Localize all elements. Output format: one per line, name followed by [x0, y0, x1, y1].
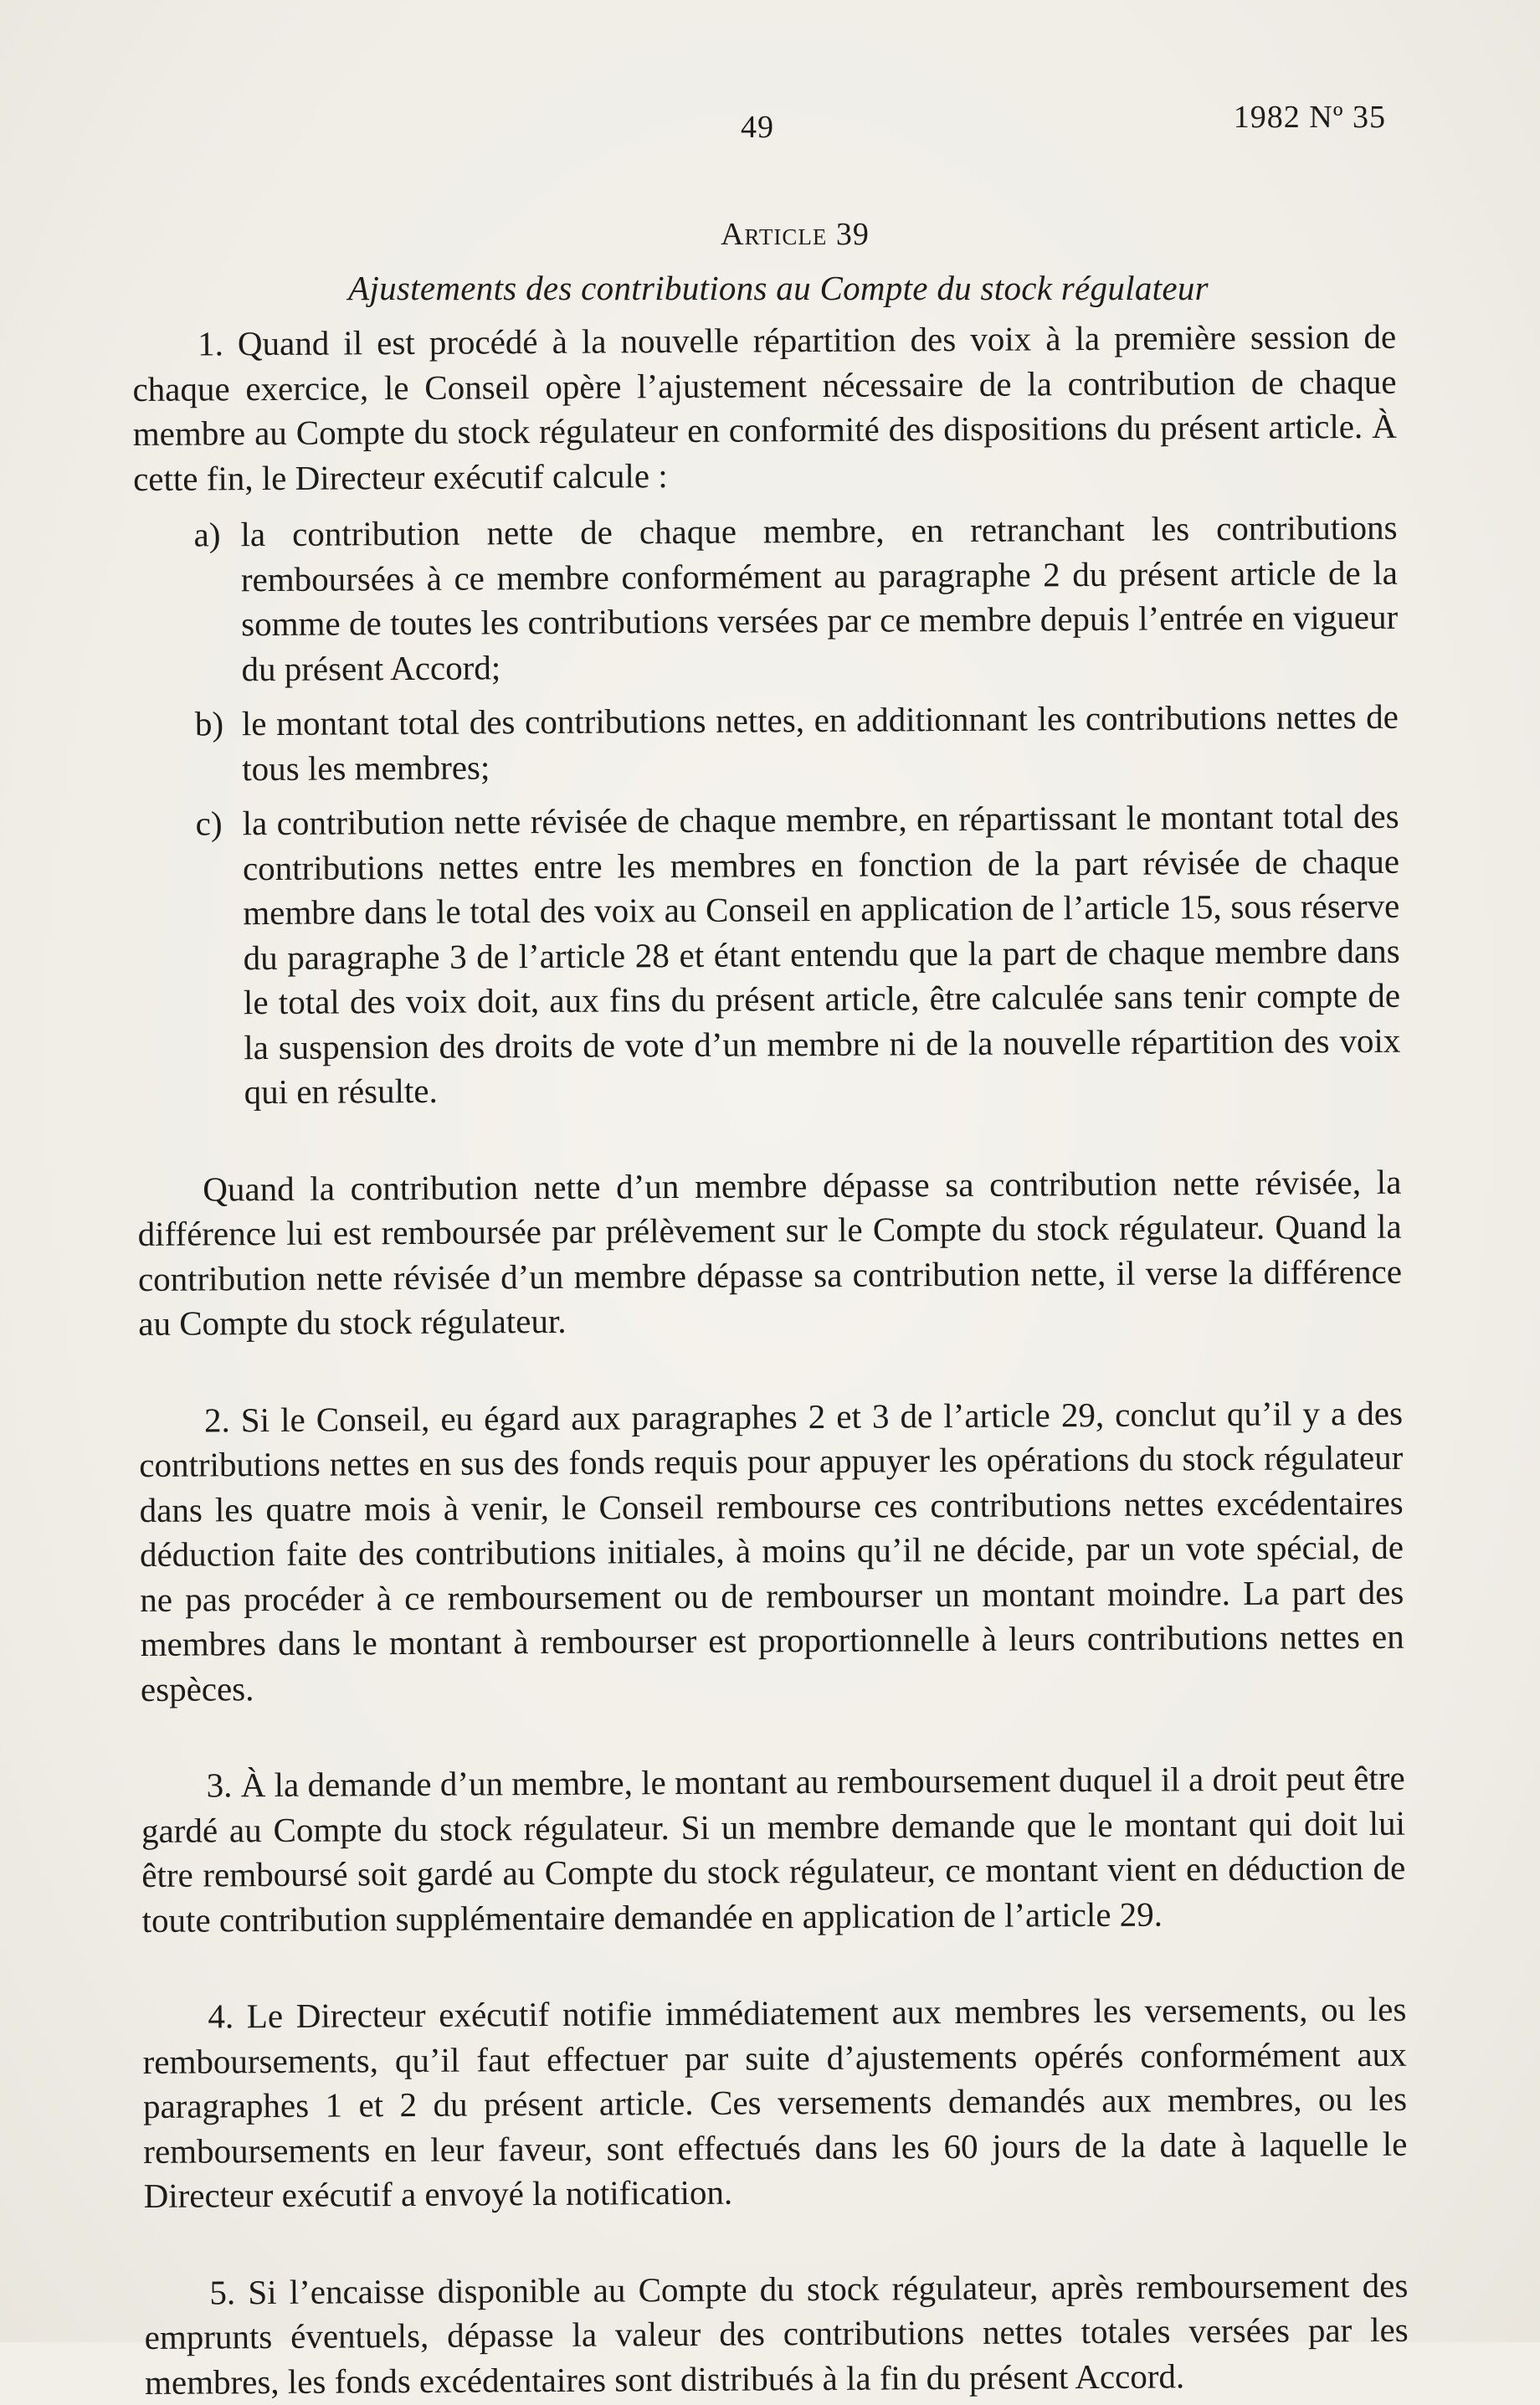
paragraph-4: 4. Le Directeur exécutif notifie immédiatement aux membres les versements, ou les remboursements, qu’il faut effectuer par suite d’ajustements opérés conformément aux paragraphes 1 et 2 du présent article. Ces versements demandés aux membres, ou les remboursements en leur faveur, sont effectués dans les 60 jours de la date à laquelle le Directeur exécutif a envoyé la notification. — [142, 1989, 1408, 2215]
article-subtitle: Ajustements des contributions au Compte du stock régulateur — [348, 269, 1209, 307]
article-body — [132, 315, 1409, 2405]
paragraph-1-intro: 1. Quand il est procédé à la nouvelle répartition des voix à la première session de chaque exercice, le Conseil opère l’ajustement nécessaire de la contribution de chaque membre au Compte du stock régulateur en conformité des dispositions du présent article. À cette fin, le Directeur exécutif calcule : — [132, 316, 1397, 498]
paragraph-5: 5. Si l’encaisse disponible au Compte du stock régulateur, après remboursement des emprunts éventuels, dépasse la valeur des contributions nettes totales versées par les membres, les fonds excédentaires sont distribués à la fin du présent Accord. — [144, 2265, 1409, 2402]
page-number: 49 — [741, 110, 774, 145]
list-marker: a) — [193, 515, 221, 554]
list-item-text: le montant total des contributions nettes, en additionnant les contributions nettes de tous les membres; — [241, 696, 1399, 788]
list-item-text: la contribution nette de chaque membre, en retranchant les contributions remboursées à ce membre conformément au paragraphe 2 du présent article de la somme de toutes les contributions versées par ce membre depuis l’entrée en vigueur du présent Accord; — [240, 507, 1399, 688]
document-reference: 1982 Nº 35 — [1233, 100, 1386, 135]
list-item-b — [135, 695, 1399, 792]
paragraph-1-conclusion: Quand la contribution nette d’un membre dépasse sa contribution nette révisée, la différence lui est remboursée par prélèvement sur le Compte du stock régulateur. Quand la contribution nette révisée d’un membre dépasse sa contribution nette, il verse la différence au Compte du stock régulateur. — [137, 1162, 1403, 1343]
list-marker: c) — [195, 804, 223, 843]
article-title: Article 39 — [721, 217, 870, 252]
paragraph-3: 3. À la demande d’un membre, le montant au remboursement duquel il a droit peut être gardé au Compte du stock régulateur. Si un membre demande que le montant qui doit lui être remboursé soit gardé au Compte du stock régulateur, ce montant vient en déduction de toute contribution supplémentaire demandée en application de l’article 29. — [141, 1758, 1406, 1940]
list-item-c — [136, 794, 1401, 1116]
list-item-a — [133, 506, 1398, 692]
paragraph-2: 2. Si le Conseil, eu égard aux paragraphes 2 et 3 de l’article 29, conclut qu’il y a des contributions nettes en sus des fonds requis pour appuyer les opérations du stock régulateur dans les quatre mois à venir, le Conseil rembourse ces contributions nettes excédentaires déduction faite des contributions initiales, à moins qu’il ne décide, par un vote spécial, de ne pas procéder à ce remboursement ou de rembourser un montant moindre. La part des membres dans le montant à rembourser est proportionnelle à leurs contributions nettes en espèces. — [139, 1393, 1404, 1709]
list-item-text: la contribution nette révisée de chaque membre, en répartissant le montant total des contributions nettes entre les membres en fonction de la part révisée de chaque membre dans le total des voix au Conseil en application de l’article 15, sous réserve du paragraphe 3 de l’article 28 et étant entendu que la part de chaque membre dans le total des voix doit, aux fins du présent article, être calculée sans tenir compte de la suspension des droits de vote d’un membre ni de la nouvelle répartition des voix qui en résulte. — [242, 796, 1401, 1112]
calculation-list — [133, 506, 1400, 1116]
list-marker: b) — [194, 704, 224, 743]
